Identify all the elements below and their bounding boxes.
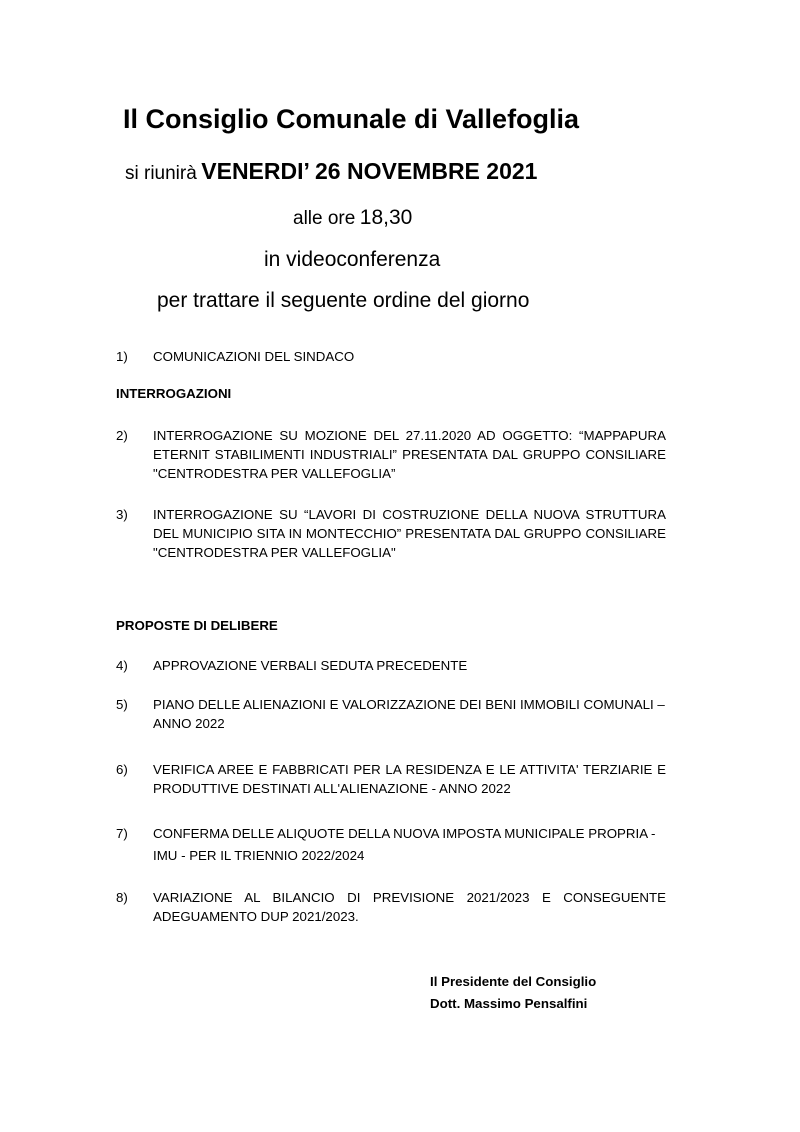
meeting-time: 18,30 bbox=[359, 206, 413, 229]
time-prefix: alle ore bbox=[293, 208, 356, 229]
date-prefix: si riunirà bbox=[125, 163, 197, 184]
agenda-item bbox=[116, 695, 666, 733]
agenda-item-text: COMUNICAZIONI DEL SINDACO bbox=[153, 349, 355, 364]
agenda-item-number: 5) bbox=[116, 697, 128, 712]
agenda-item bbox=[116, 823, 666, 867]
agenda-item-number: 3) bbox=[116, 507, 128, 522]
page-title: Il Consiglio Comunale di Vallefoglia bbox=[123, 104, 580, 134]
agenda-item-text: VERIFICA AREE E FABBRICATI PER LA RESIDENZA E LE ATTIVITA' TERZIARIE E PRODUTTIVE DESTINATI ALL'ALIENAZIONE - ANNO 2022 bbox=[153, 762, 666, 796]
agenda-item-number: 1) bbox=[116, 349, 128, 364]
meeting-date: VENERDI’ 26 NOVEMBRE 2021 bbox=[201, 158, 538, 184]
signature-name: Dott. Massimo Pensalfini bbox=[430, 996, 588, 1011]
meeting-time-line bbox=[293, 206, 412, 230]
agenda-item-text: INTERROGAZIONE SU MOZIONE DEL 27.11.2020 AD OGGETTO: “MAPPAPURA ETERNIT STABILIMENTI INDUSTRIALI” PRESENTATA DAL GRUPPO CONSILIARE "CENTRODESTRA PER VALLEFOGLIA” bbox=[153, 428, 666, 481]
agenda-item bbox=[116, 426, 666, 483]
section-heading-proposte: PROPOSTE DI DELIBERE bbox=[116, 618, 278, 633]
agenda-item-number: 4) bbox=[116, 658, 128, 673]
agenda-item-text: INTERROGAZIONE SU “LAVORI DI COSTRUZIONE DELLA NUOVA STRUTTURA DEL MUNICIPIO SITA IN MONTECCHIO” PRESENTATA DAL GRUPPO CONSILIARE "CENTRODESTRA PER VALLEFOGLIA" bbox=[153, 507, 666, 560]
agenda-item-text: PIANO DELLE ALIENAZIONI E VALORIZZAZIONE DEI BENI IMMOBILI COMUNALI – ANNO 2022 bbox=[153, 697, 665, 731]
agenda-item bbox=[116, 347, 666, 366]
agenda-item-number: 6) bbox=[116, 762, 128, 777]
agenda-intro: per trattare il seguente ordine del giorno bbox=[157, 289, 530, 312]
agenda-item bbox=[116, 656, 666, 675]
signature-block bbox=[430, 971, 596, 1015]
signature-role: Il Presidente del Consiglio bbox=[430, 974, 597, 989]
agenda-item-number: 8) bbox=[116, 890, 128, 905]
agenda-item-text: VARIAZIONE AL BILANCIO DI PREVISIONE 2021/2023 E CONSEGUENTE ADEGUAMENTO DUP 2021/2023. bbox=[153, 890, 666, 924]
agenda-item-text: CONFERMA DELLE ALIQUOTE DELLA NUOVA IMPOSTA MUNICIPALE PROPRIA - IMU - PER IL TRIENNIO 2022/2024 bbox=[153, 826, 656, 863]
meeting-mode: in videoconferenza bbox=[264, 248, 441, 271]
agenda-item bbox=[116, 888, 666, 926]
agenda-item-number: 7) bbox=[116, 826, 128, 841]
agenda-item-number: 2) bbox=[116, 428, 128, 443]
meeting-date-line bbox=[125, 158, 537, 185]
agenda-item-text: APPROVAZIONE VERBALI SEDUTA PRECEDENTE bbox=[153, 658, 468, 673]
agenda-item bbox=[116, 760, 666, 798]
section-heading-interrogazioni: INTERROGAZIONI bbox=[116, 386, 232, 401]
agenda-item bbox=[116, 505, 666, 562]
